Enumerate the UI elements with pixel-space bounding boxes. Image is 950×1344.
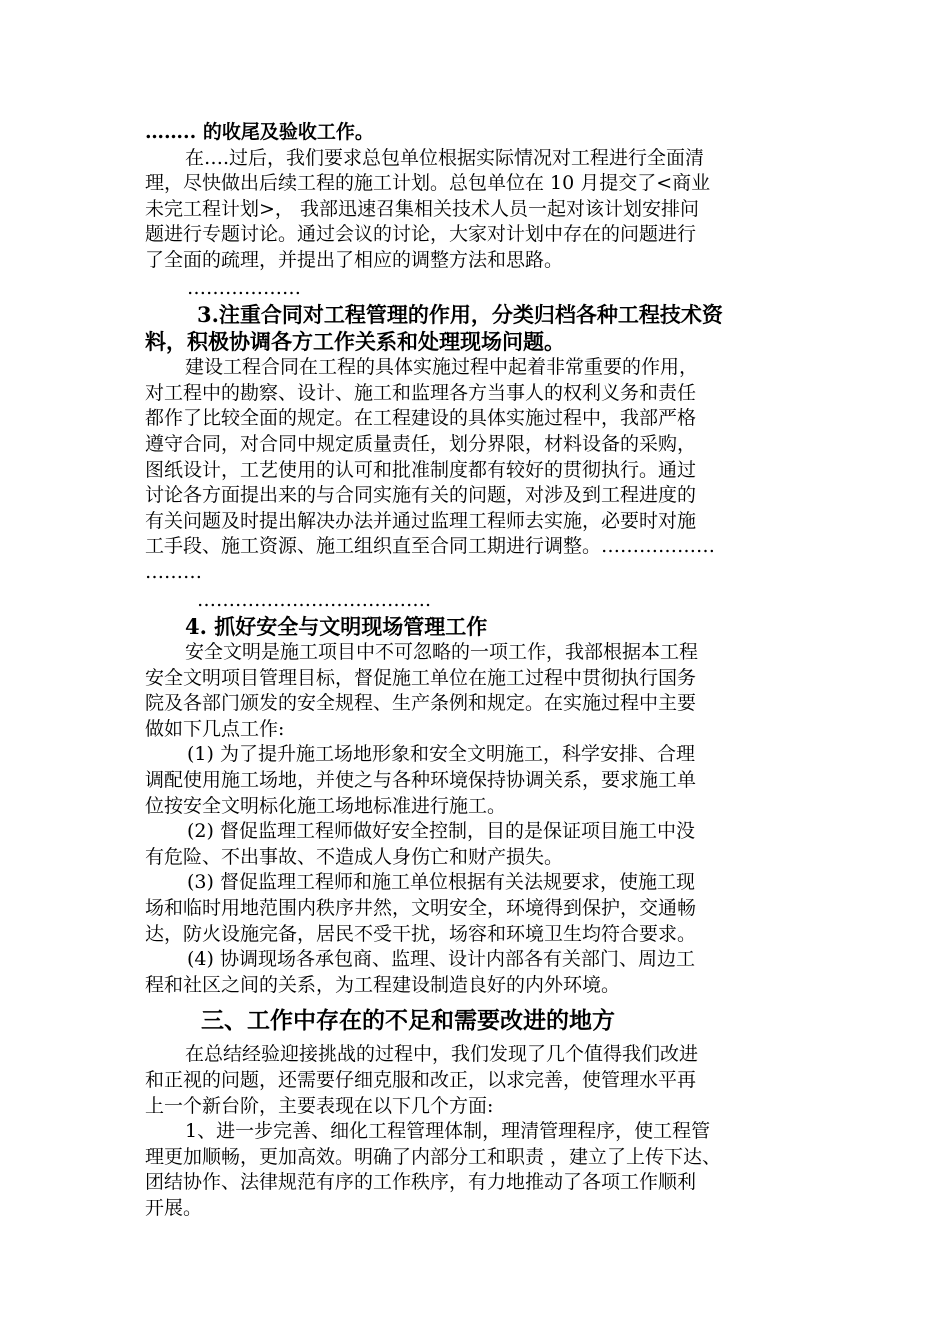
paragraph-line: 对工程中的勘察、设计、施工和监理各方当事人的权利义务和责任	[145, 381, 697, 404]
list-item-numbered-1: 1、进一步完善、细化工程管理体制，理清管理程序，使工程管	[185, 1120, 711, 1143]
paragraph-line: 在总结经验迎接挑战的过程中，我们发现了几个值得我们改进	[185, 1043, 699, 1066]
paragraph-line: 场和临时用地范围内秩序井然，文明安全，环境得到保护，交通畅	[145, 897, 697, 920]
paragraph-line: 团结协作、法律规范有序的工作秩序，有力地推动了各项工作顺利	[145, 1171, 697, 1194]
paragraph-line: 有关问题及时提出解决办法并通过监理工程师去实施，必要时对施	[145, 509, 697, 532]
paragraph-line: 和正视的问题，还需要仔细克服和改正，以求完善，使管理水平再	[145, 1069, 697, 1091]
ellipsis-line: ………	[145, 560, 202, 583]
paragraph-line: 位按安全文明标化施工场地标准进行施工。	[145, 794, 507, 817]
section-tail-heading: …….. 的收尾及验收工作。	[145, 121, 374, 143]
ellipsis-line: ………………	[187, 276, 301, 299]
list-item-2: (2) 督促监理工程师做好安全控制，目的是保证项目施工中没	[187, 820, 695, 843]
ellipsis-line: ……………………………….	[197, 588, 432, 611]
paragraph-line: 上一个新台阶，主要表现在以下几个方面:	[145, 1094, 494, 1117]
paragraph-line: 理，尽快做出后续工程的施工计划。总包单位在 10 月提交了<商业	[145, 172, 711, 195]
paragraph-line: 达，防火设施完备，居民不受干扰，场容和环境卫生均符合要求。	[145, 922, 697, 945]
paragraph-line: 图纸设计，工艺使用的认可和批准制度都有较好的贯彻执行。通过	[145, 458, 697, 481]
paragraph-line: 未完工程计划>， 我部迅速召集相关技术人员一起对该计划安排问	[145, 197, 699, 220]
paragraph-line: 工手段、施工资源、施工组织直至合同工期进行调整。………………	[145, 535, 716, 558]
paragraph-line: 遵守合同，对合同中规定质量责任，划分界限，材料设备的采购，	[145, 432, 697, 455]
section-3-heading: 3.注重合同对工程管理的作用，分类归档各种工程技术资	[197, 302, 723, 328]
paragraph-line: 题进行专题讨论。通过会议的讨论，大家对计划中存在的问题进行	[145, 223, 697, 246]
paragraph-line: 有危险、不出事故、不造成人身伤亡和财产损失。	[145, 845, 564, 868]
paragraph-line: 理更加顺畅，更加高效。明确了内部分工和职责 ，建立了上传下达、	[145, 1145, 722, 1168]
paragraph-line: 安全文明项目管理目标，督促施工单位在施工过程中贯彻执行国务	[145, 666, 697, 689]
paragraph-line: 程和社区之间的关系，为工程建设制造良好的内外环境。	[145, 973, 621, 996]
paragraph-line: 建设工程合同在工程的具体实施过程中起着非常重要的作用，	[185, 356, 699, 379]
list-item-3: (3) 督促监理工程师和施工单位根据有关法规要求，使施工现	[187, 871, 695, 894]
section-4-heading: 4. 抓好安全与文明现场管理工作	[185, 614, 488, 640]
paragraph-line: 做如下几点工作:	[145, 717, 285, 740]
paragraph-line: 都作了比较全面的规定。在工程建设的具体实施过程中，我部严格	[145, 407, 697, 430]
list-item-4: (4) 协调现场各承包商、监理、设计内部各有关部门、周边工	[187, 948, 695, 971]
section-3-heading-cont: 料，积极协调各方工作关系和处理现场问题。	[145, 329, 565, 355]
chapter-3-heading: 三、工作中存在的不足和需要改进的地方	[201, 1007, 615, 1035]
list-item-1: (1) 为了提升施工场地形象和安全文明施工，科学安排、合理	[187, 743, 695, 766]
paragraph-line: 开展。	[145, 1196, 203, 1219]
paragraph-line: 院及各部门颁发的安全规程、生产条例和规定。在实施过程中主要	[145, 692, 697, 715]
document-body	[145, 120, 810, 1222]
paragraph-line: 调配使用施工场地，并使之与各种环境保持协调关系，要求施工单	[145, 769, 697, 792]
paragraph-line: 讨论各方面提出来的与合同实施有关的问题，对涉及到工程进度的	[145, 484, 697, 507]
paragraph-line: 在….过后，我们要求总包单位根据实际情况对工程进行全面清	[185, 146, 705, 169]
paragraph-line: 安全文明是施工项目中不可忽略的一项工作，我部根据本工程	[185, 641, 699, 664]
paragraph-line: 了全面的疏理，并提出了相应的调整方法和思路。	[145, 248, 564, 271]
